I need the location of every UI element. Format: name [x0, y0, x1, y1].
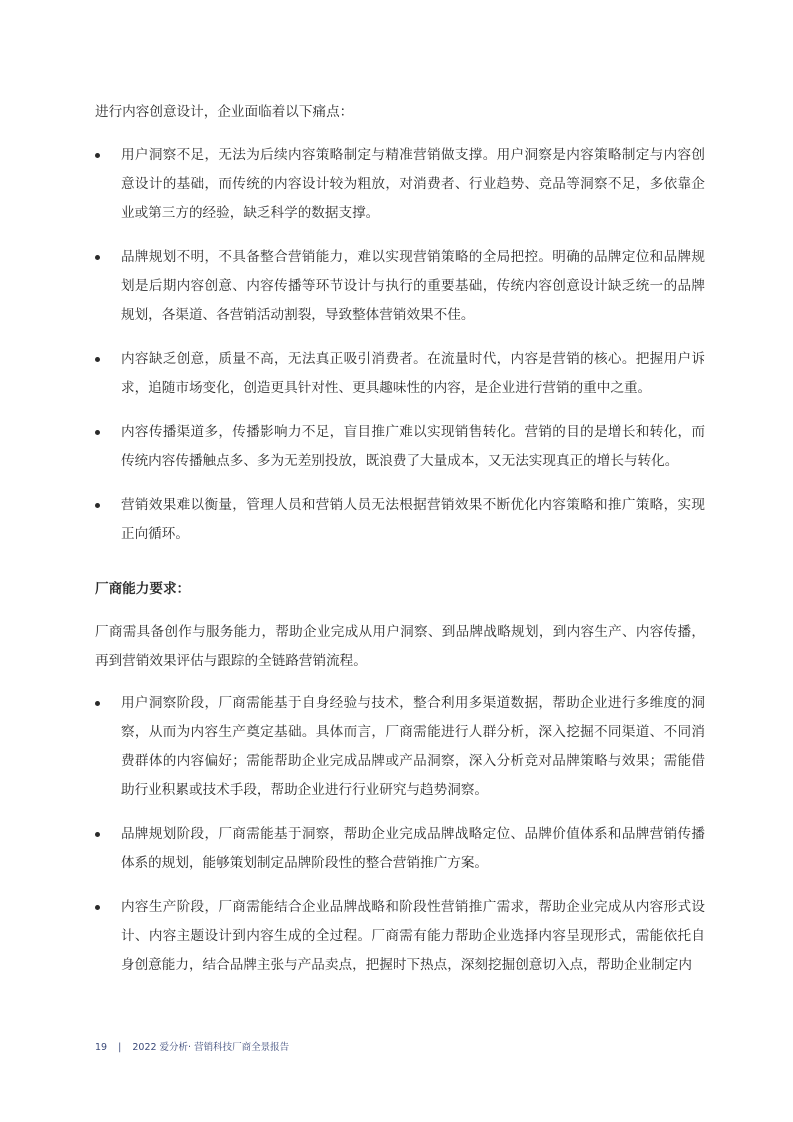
pain-point-item [95, 345, 705, 403]
pain-point-text: 用户洞察不足，无法为后续内容策略制定与精准营销做支撑。用户洞察是内容策略制定与内容创意设计的基础，而传统的内容设计较为粗放，对消费者、行业趋势、竞品等洞察不足，多依靠企业或第三方的经验，缺乏科学的数据支撑。 [121, 147, 705, 221]
requirements-intro-paragraph: 厂商需具备创作与服务能力，帮助企业完成从用户洞察、到品牌战略规划，到内容生产、内容传播，再到营销效果评估与跟踪的全链路营销流程。 [95, 624, 705, 669]
report-title: 2022 爱分析· 营销科技厂商全景报告 [132, 1042, 290, 1053]
bullet-dot-icon [95, 153, 100, 158]
pain-point-text: 内容缺乏创意，质量不高，无法真正吸引消费者。在流量时代，内容是营销的核心。把握用户诉求，追随市场变化，创造更具针对性、更具趣味性的内容，是企业进行营销的重中之重。 [121, 351, 705, 396]
bullet-dot-icon [95, 503, 100, 508]
requirement-text: 品牌规划阶段，厂商需能基于洞察，帮助企业完成品牌战略定位、品牌价值体系和品牌营销传播体系的规划，能够策划制定品牌阶段性的整合营销推广方案。 [121, 826, 705, 871]
page-number: 19 [95, 1042, 108, 1053]
bullet-dot-icon [95, 255, 100, 260]
intro-paragraph: 进行内容创意设计，企业面临着以下痛点： [95, 104, 354, 120]
pain-point-text: 营销效果难以衡量，管理人员和营销人员无法根据营销效果不断优化内容策略和推广策略，实现正向循环。 [121, 497, 705, 542]
pain-point-text: 品牌规划不明，不具备整合营销能力，难以实现营销策略的全局把控。明确的品牌定位和品牌规划是后期内容创意、内容传播等环节设计与执行的重要基础，传统内容创意设计缺乏统一的品牌规划，各渠道、各营销活动割裂，导致整体营销效果不佳。 [121, 249, 705, 323]
requirement-text: 内容生产阶段，厂商需能结合企业品牌战略和阶段性营销推广需求，帮助企业完成从内容形式设计、内容主题设计到内容生成的全过程。厂商需有能力帮助企业选择内容呈现形式，需能依托自身创意能力，结合品牌主张与产品卖点，把握时下热点，深刻挖掘创意切入点，帮助企业制定内 [121, 899, 705, 973]
pain-point-item [95, 491, 705, 549]
pain-point-item [95, 141, 705, 228]
bullet-dot-icon [95, 701, 100, 706]
footer-separator: | [118, 1042, 122, 1053]
pain-point-item [95, 418, 705, 476]
requirements-heading: 厂商能力要求： [95, 581, 191, 597]
requirement-item [95, 689, 705, 805]
bullet-dot-icon [95, 357, 100, 362]
pain-point-item [95, 243, 705, 330]
bullet-dot-icon [95, 832, 100, 837]
page-footer [95, 1041, 289, 1055]
bullet-dot-icon [95, 905, 100, 910]
requirement-item [95, 893, 705, 980]
pain-point-text: 内容传播渠道多，传播影响力不足，盲目推广难以实现销售转化。营销的目的是增长和转化，而传统内容传播触点多、多为无差别投放，既浪费了大量成本，又无法实现真正的增长与转化。 [121, 424, 705, 469]
bullet-dot-icon [95, 430, 100, 435]
requirement-item [95, 820, 705, 878]
requirement-text: 用户洞察阶段，厂商需能基于自身经验与技术，整合利用多渠道数据，帮助企业进行多维度的洞察，从而为内容生产奠定基础。具体而言，厂商需能进行人群分析，深入挖掘不同渠道、不同消费群体的内容偏好；需能帮助企业完成品牌或产品洞察，深入分析竞对品牌策略与效果；需能借助行业积累或技术手段，帮助企业进行行业研究与趋势洞察。 [121, 695, 705, 798]
